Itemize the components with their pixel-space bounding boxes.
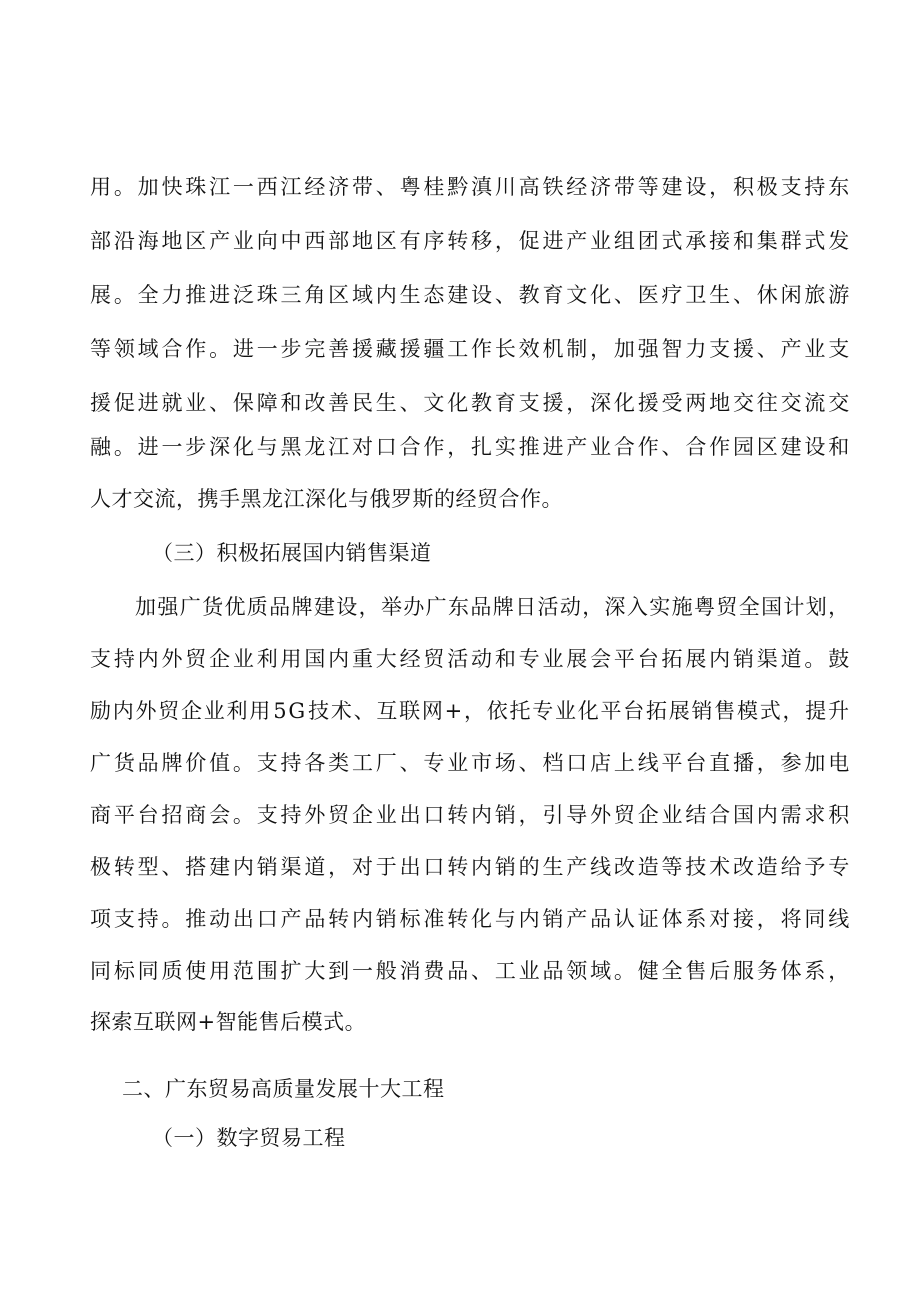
subheading-section-1: （一）数字贸易工程: [152, 1126, 346, 1150]
body-text-line: 等 领 域 合 作 。 进 一 步 完 善 援 藏 援 疆 工 作 长 效 机 制 ， 加 强 智 力 支 援 、 产 业 支: [90, 337, 850, 361]
body-text-line: 励 内 外 贸 企 业 利 用 5 G 技 术 、 互 联 网 + ， 依 托 专 业 化 平 台 拓 展 销 售 模 式 ， 提 升: [90, 699, 850, 723]
body-text-line: 融 。 进 一 步 深 化 与 黑 龙 江 对 口 合 作 ， 扎 实 推 进 产 业 合 作 、 合 作 园 区 建 设 和: [90, 435, 850, 459]
subheading-section-3: （三）积极拓展国内销售渠道: [152, 541, 432, 565]
body-text-line: 援 促 进 就 业 、 保 障 和 改 善 民 生 、 文 化 教 育 支 援 ， 深 化 援 受 两 地 交 往 交 流 交: [90, 391, 850, 415]
body-text-line: 加 强 广 货 优 质 品 牌 建 设 ， 举 办 广 东 品 牌 日 活 动 ， 深 入 实 施 粤 贸 全 国 计 划 ，: [135, 595, 850, 619]
body-text-line: 项 支 持 。 推 动 出 口 产 品 转 内 销 标 准 转 化 与 内 销 产 品 认 证 体 系 对 接 ， 将 同 线: [90, 907, 850, 931]
body-text-line: 探索互联网+智能售后模式。: [90, 1010, 367, 1034]
body-text-line: 用 。 加 快 珠 江 一 西 江 经 济 带 、 粤 桂 黔 滇 川 高 铁 经 济 带 等 建 设 ， 积 极 支 持 东: [90, 175, 850, 199]
body-text-line: 部 沿 海 地 区 产 业 向 中 西 部 地 区 有 序 转 移 ， 促 进 产 业 组 团 式 承 接 和 集 群 式 发: [90, 229, 850, 253]
body-text-line: 商 平 台 招 商 会 。 支 持 外 贸 企 业 出 口 转 内 销 ， 引 导 外 贸 企 业 结 合 国 内 需 求 积: [90, 803, 850, 827]
body-text-line: 支 持 内 外 贸 企 业 利 用 国 内 重 大 经 贸 活 动 和 专 业 展 会 平 台 拓 展 内 销 渠 道 。 鼓: [90, 647, 850, 671]
body-text-line: 同 标 同 质 使 用 范 围 扩 大 到 一 般 消 费 品 、 工 业 品 领 域 。 健 全 售 后 服 务 体 系 ，: [90, 959, 850, 983]
body-text-line: 人才交流，携手黑龙江深化与俄罗斯的经贸合作。: [90, 487, 563, 511]
body-text-line: 展 。 全 力 推 进 泛 珠 三 角 区 域 内 生 态 建 设 、 教 育 文 化 、 医 疗 卫 生 、 休 闲 旅 游: [90, 283, 850, 307]
section-heading-2: 二、广东贸易高质量发展十大工程: [122, 1077, 445, 1101]
body-text-line: 极 转 型 、 搭 建 内 销 渠 道 ， 对 于 出 口 转 内 销 的 生 产 线 改 造 等 技 术 改 造 给 予 专: [90, 855, 850, 879]
body-text-line: 广 货 品 牌 价 值 。 支 持 各 类 工 厂 、 专 业 市 场 、 档 口 店 上 线 平 台 直 播 ， 参 加 电: [90, 751, 850, 775]
